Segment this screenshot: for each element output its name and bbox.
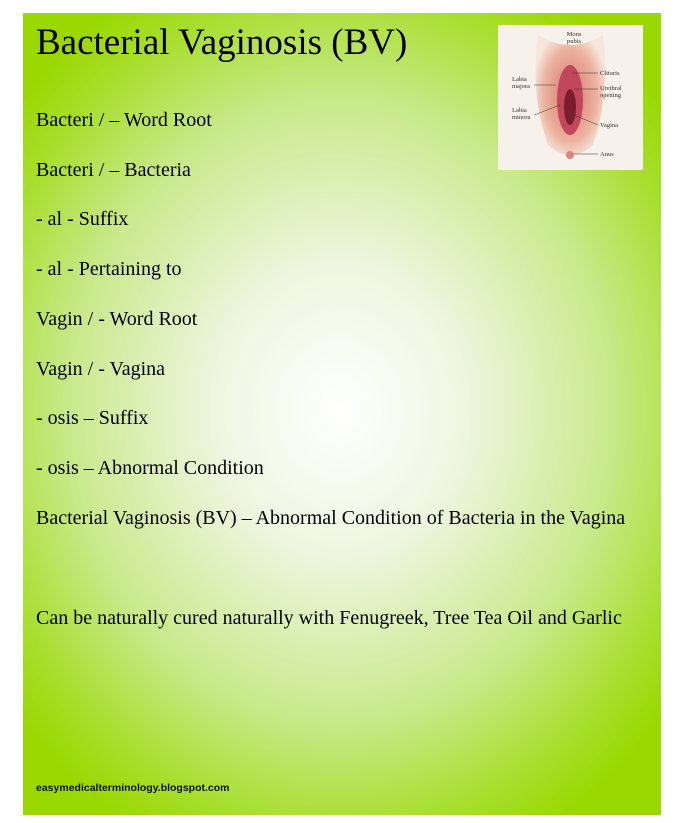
term-line: - osis – Suffix (36, 407, 149, 429)
label-vagina: Vagina (600, 122, 619, 129)
label-anus: Anus (600, 151, 614, 158)
label-mons-pubis: Mons pubis (566, 31, 582, 45)
anatomy-diagram (498, 25, 643, 170)
term-line: - al - Suffix (36, 208, 129, 230)
page-title: Bacterial Vaginosis (BV) (36, 22, 408, 63)
document-page (23, 13, 661, 815)
footer-source: easymedicalterminology.blogspot.com (36, 782, 230, 794)
remedy-line: Can be naturally cured naturally with Fenugreek, Tree Tea Oil and Garlic (36, 607, 622, 629)
definition-line: Bacterial Vaginosis (BV) – Abnormal Condition of Bacteria in the Vagina (36, 507, 626, 529)
term-line: - al - Pertaining to (36, 258, 182, 280)
term-line: Bacteri / – Word Root (36, 109, 212, 131)
term-line: Vagin / - Word Root (36, 308, 198, 330)
label-urethral-opening: Urethral opening (600, 85, 622, 99)
label-labia-majora: Labia majora (512, 76, 531, 90)
term-line: Bacteri / – Bacteria (36, 159, 191, 181)
label-labia-minora: Labia minora (512, 107, 531, 121)
label-clitoris: Clitoris (600, 70, 620, 77)
term-line: Vagin / - Vagina (36, 358, 166, 380)
term-line: - osis – Abnormal Condition (36, 457, 264, 479)
